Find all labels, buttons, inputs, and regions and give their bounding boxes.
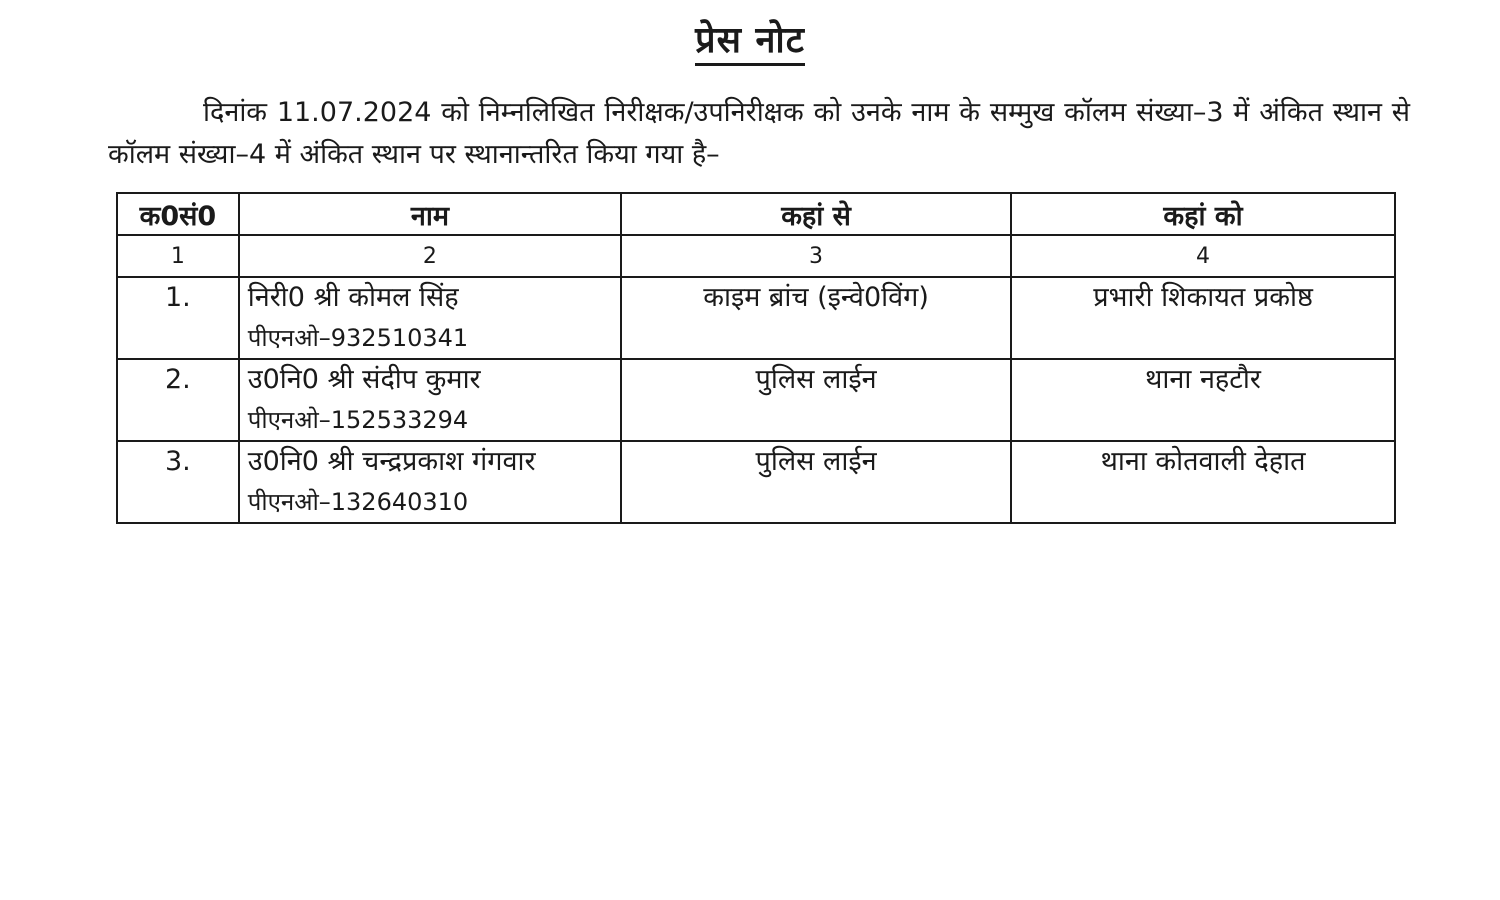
table-row <box>117 441 1395 523</box>
row-to: प्रभारी शिकायत प्रकोष्ठ <box>1011 277 1395 359</box>
row-serial: 3. <box>117 441 239 523</box>
column-number: 4 <box>1011 235 1395 277</box>
header-serial: क0सं0 <box>117 193 239 235</box>
column-number: 1 <box>117 235 239 277</box>
row-from: पुलिस लाईन <box>621 359 1011 441</box>
row-from: पुलिस लाईन <box>621 441 1011 523</box>
row-name-cell <box>239 359 621 441</box>
officer-pno: पीएनओ–932510341 <box>247 324 469 352</box>
column-number: 3 <box>621 235 1011 277</box>
row-from: काइम ब्रांच (इन्वे0विंग) <box>621 277 1011 359</box>
transfer-table <box>116 192 1396 524</box>
header-to: कहां को <box>1011 193 1395 235</box>
officer-pno: पीएनओ–152533294 <box>247 406 469 434</box>
row-name-cell <box>239 441 621 523</box>
table-row <box>117 277 1395 359</box>
officer-pno: पीएनओ–132640310 <box>247 488 469 516</box>
row-serial: 1. <box>117 277 239 359</box>
page-title-text: प्रेस नोट <box>695 20 805 66</box>
row-serial: 2. <box>117 359 239 441</box>
header-from: कहां से <box>621 193 1011 235</box>
intro-text: दिनांक 11.07.2024 को निम्नलिखित निरीक्षक/उपनिरीक्षक को उनके नाम के सम्मुख कॉलम संख्या–3 में अंकित स्थान से कॉलम संख्या–4 में अंकित स्थान पर स्थानान्तरित किया गया है– <box>108 97 1410 170</box>
officer-name: निरी0 श्री कोमल सिंह <box>247 282 459 313</box>
header-name: नाम <box>239 193 621 235</box>
officer-name: उ0नि0 श्री चन्द्रप्रकाश गंगवार <box>247 446 536 477</box>
table-header-row <box>117 193 1395 235</box>
table-row <box>117 359 1395 441</box>
officer-name: उ0नि0 श्री संदीप कुमार <box>247 364 481 395</box>
column-number: 2 <box>239 235 621 277</box>
intro-paragraph <box>108 92 1410 176</box>
row-to: थाना नहटौर <box>1011 359 1395 441</box>
row-name-cell <box>239 277 621 359</box>
column-number-row <box>117 235 1395 277</box>
row-to: थाना कोतवाली देहात <box>1011 441 1395 523</box>
page-title <box>0 14 1500 63</box>
